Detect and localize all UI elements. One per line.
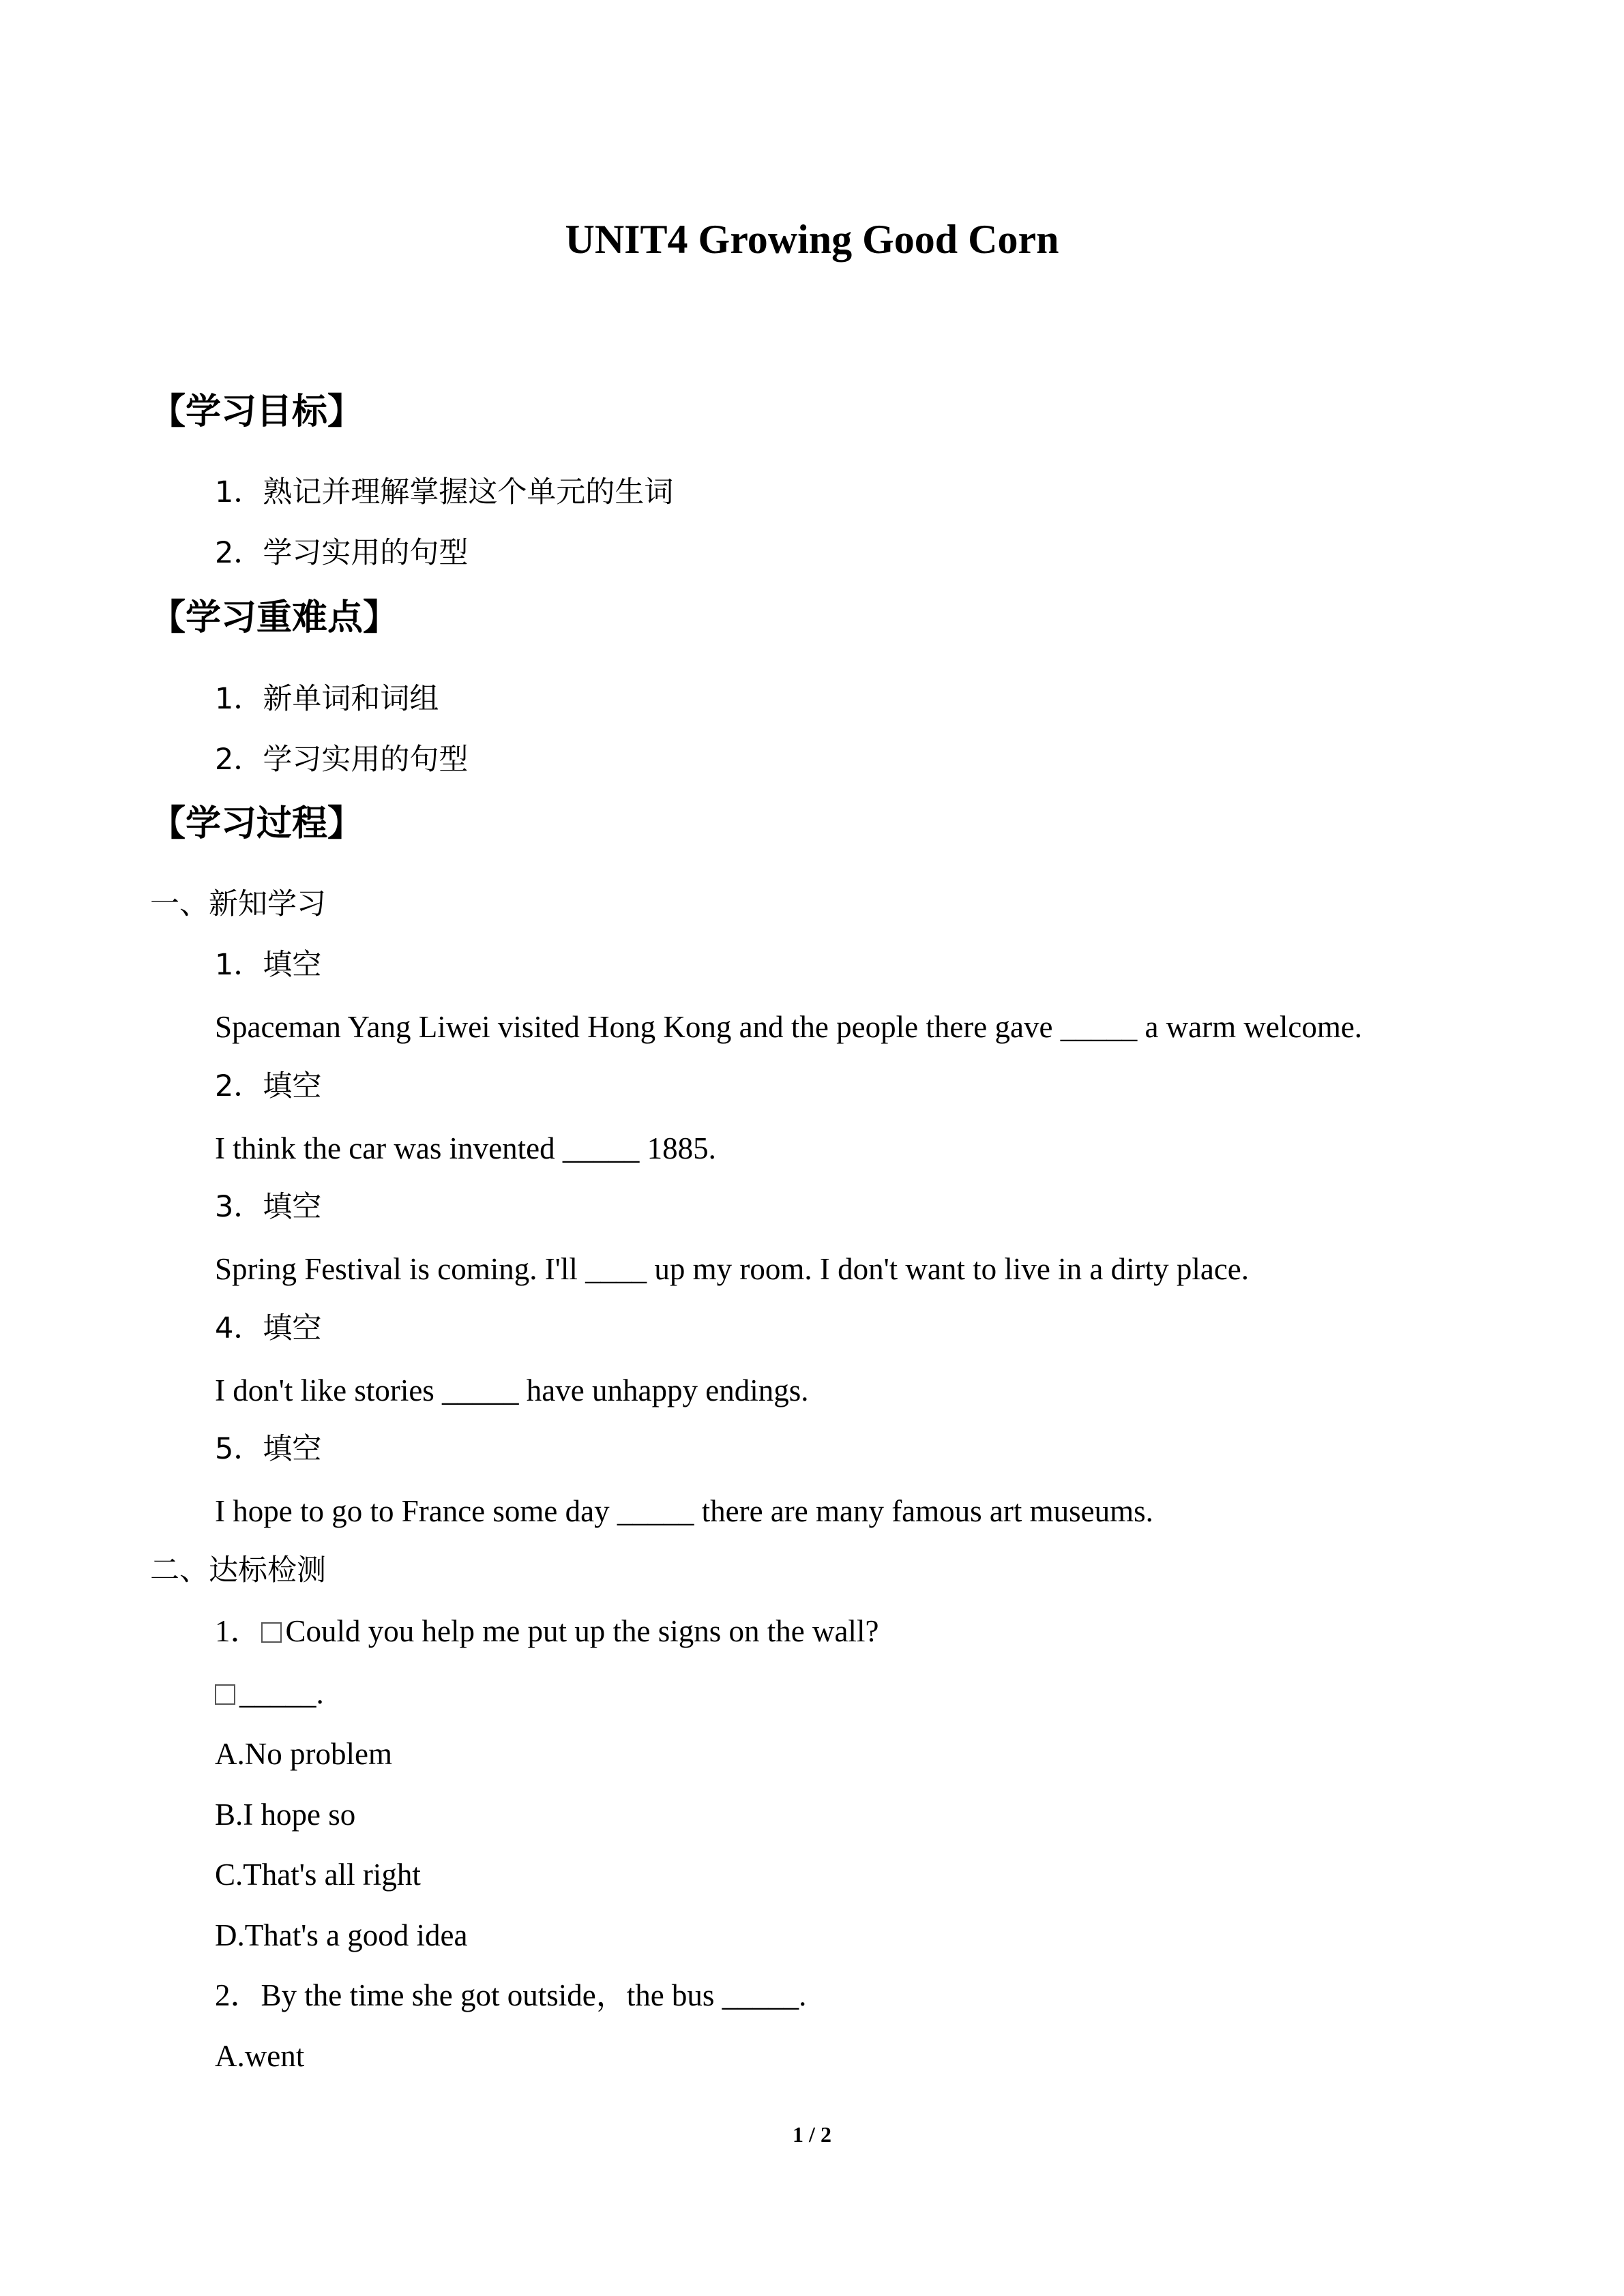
question-text: I don't like stories _____ have unhappy endings. [215,1373,809,1407]
option-item: B.I hope so [215,1798,356,1832]
option-item: C.That's all right [215,1858,421,1892]
keypoint-item: 2．学习实用的句型 [215,743,469,777]
question-text: I think the car was invented _____ 1885. [215,1131,716,1165]
keypoints-heading: 【学习重难点】 [150,597,399,638]
answer-blank: _____. [239,1676,324,1710]
question-label: 3．填空 [215,1190,322,1224]
question-label: 4．填空 [215,1311,322,1345]
question-text: I hope to go to France some day _____ there are many famous art museums. [215,1494,1153,1528]
goal-item: 1．熟记并理解掌握这个单元的生词 [215,475,674,509]
goals-heading: 【学习目标】 [150,391,364,432]
keypoint-item: 1．新单词和词组 [215,682,439,716]
goal-item: 2．学习实用的句型 [215,536,469,570]
option-item: D.That's a good idea [215,1918,468,1952]
question-label: 1．填空 [215,948,322,982]
page-number: 1 / 2 [793,2122,831,2147]
document-title: UNIT4 Growing Good Corn [565,217,1059,262]
section2-title: 二、达标检测 [150,1553,326,1587]
option-item: A.No problem [215,1737,392,1771]
option-item: A.went [215,2039,305,2073]
question-label: 5．填空 [215,1432,322,1466]
answer-line [215,1674,324,1712]
question-text: Spring Festival is coming. I'll ____ up my room. I don't want to live in a dirty place. [215,1252,1250,1286]
test-question-1 [215,1612,879,1650]
question-label: 2．填空 [215,1069,322,1103]
question-text: Could you help me put up the signs on the wall? [285,1614,879,1648]
question-number: 1． [215,1614,261,1648]
question-text: Spaceman Yang Liwei visited Hong Kong and the people there gave _____ a warm welcome. [215,1010,1363,1044]
process-heading: 【学习过程】 [150,803,364,844]
placeholder-box-icon [261,1622,282,1643]
test-question-2: 2．By the time she got outside，the bus _____. [215,1978,807,2012]
placeholder-box-icon [215,1684,235,1705]
section1-title: 一、新知学习 [150,887,326,921]
